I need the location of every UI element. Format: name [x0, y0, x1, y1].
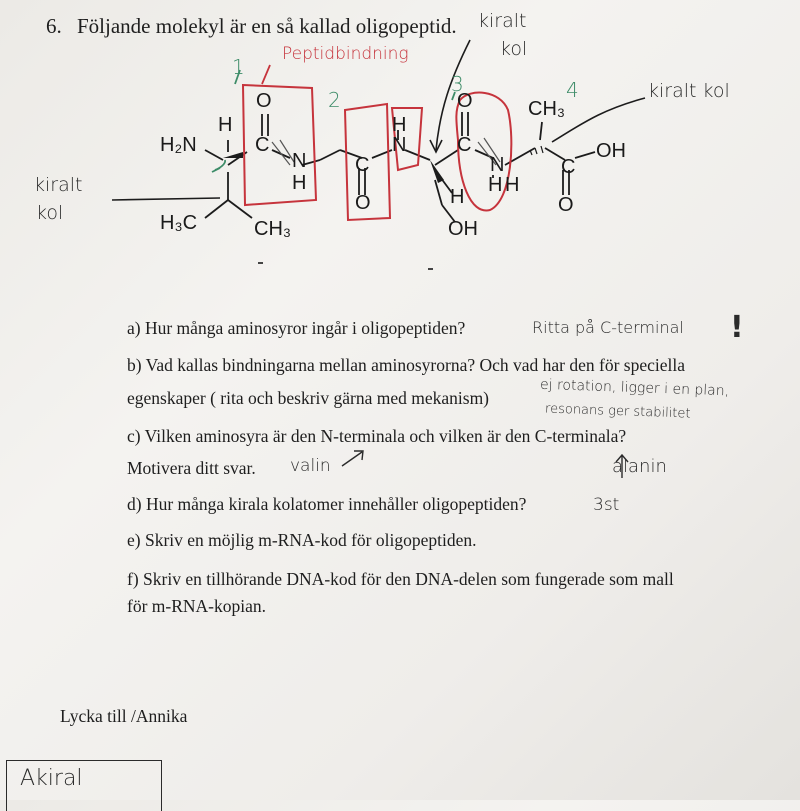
stray-mark [428, 268, 433, 270]
atom-o2: O [355, 192, 371, 214]
answer-b-line2: resonans ger stabilitet [544, 401, 691, 422]
atom-h2: H [392, 114, 407, 136]
annotation-kiralt-top: kiralt [478, 10, 527, 32]
question-b-line2: egenskaper ( rita och beskriv gärna med mekanism) [127, 388, 490, 408]
question-c-line2: Motivera ditt svar. [127, 458, 256, 478]
atom-h2n: H₂N [160, 134, 197, 156]
atom-h-n1: H [292, 172, 307, 194]
annotation-num-1: 1 [232, 55, 245, 79]
note-akiral: Akiral [20, 766, 83, 791]
question-f-line1: f) Skriv en tillhörande DNA-kod för den DNA-delen som fungerade som mall [127, 569, 674, 589]
atom-h1: H [218, 114, 233, 136]
peptide-pointer [262, 65, 270, 84]
atom-n3: N [490, 154, 505, 176]
atom-c1: C [255, 134, 270, 156]
answer-d: 3st [593, 495, 620, 515]
atom-oh-end: OH [596, 140, 626, 162]
closing-signoff: Lycka till /Annika [60, 706, 188, 726]
annotation-kol-top: kol [500, 38, 528, 60]
atom-o3: O [457, 90, 473, 112]
answer-a: Ritta på C-terminal [532, 318, 684, 337]
annotation-peptidbindning: Peptidbindning [282, 44, 409, 64]
atom-h3c: H₃C [160, 212, 198, 234]
atom-c-end: C [561, 156, 576, 178]
annotation-kiralt-left: kiralt [34, 174, 83, 196]
atom-o-end: O [558, 194, 574, 216]
question-f-line2: för m-RNA-kopian. [127, 596, 267, 616]
question-text: Följande molekyl är en så kallad oligopeptid. [77, 14, 457, 38]
answer-c-valin: valin [290, 456, 331, 476]
answer-c-arrow [340, 446, 370, 470]
question-e: e) Skriv en möjlig m-RNA-kod för oligopeptiden. [127, 530, 477, 550]
question-number: 6. [46, 14, 62, 38]
atom-ch3-top: CH₃ [528, 98, 566, 120]
annotation-num-3: 3 [451, 72, 464, 96]
atom-n2: N [392, 134, 407, 156]
question-a-text: a) Hur många aminosyror ingår i oligopeptiden? [127, 318, 466, 338]
atom-h-b: H [450, 186, 465, 208]
answer-c-alanin: alanin [612, 456, 667, 477]
stray-mark [258, 262, 263, 264]
atom-h3: H [505, 174, 520, 196]
atom-n1: N [292, 150, 307, 172]
atom-o1: O [256, 90, 272, 112]
atom-oh-bot: OH [448, 218, 478, 240]
question-c-line1: c) Vilken aminosyra är den N-terminala och vilken är den C-terminala? [127, 426, 627, 446]
answer-c-alanin-arrow [612, 452, 636, 482]
answer-b-line1: ej rotation, ligger i en plan, [539, 376, 730, 400]
question-a [127, 318, 465, 339]
atom-c2: C [355, 154, 370, 176]
annotation-kol-left: kol [36, 202, 64, 224]
question-d: d) Hur många kirala kolatomer innehåller oligopeptiden? [127, 494, 527, 514]
annotation-num-2: 2 [328, 88, 341, 112]
annotation-kiralt-kol-right: kiralt kol [648, 80, 730, 102]
atom-h-n3: H [488, 174, 503, 196]
atom-c3: C [457, 134, 472, 156]
answer-a-exclamation: ! [730, 310, 744, 345]
annotation-num-4: 4 [566, 78, 579, 102]
atom-ch3-bot: CH₃ [254, 218, 292, 240]
question-b-line1: b) Vad kallas bindningarna mellan aminosyrorna? Och vad har den för speciella [127, 355, 686, 375]
